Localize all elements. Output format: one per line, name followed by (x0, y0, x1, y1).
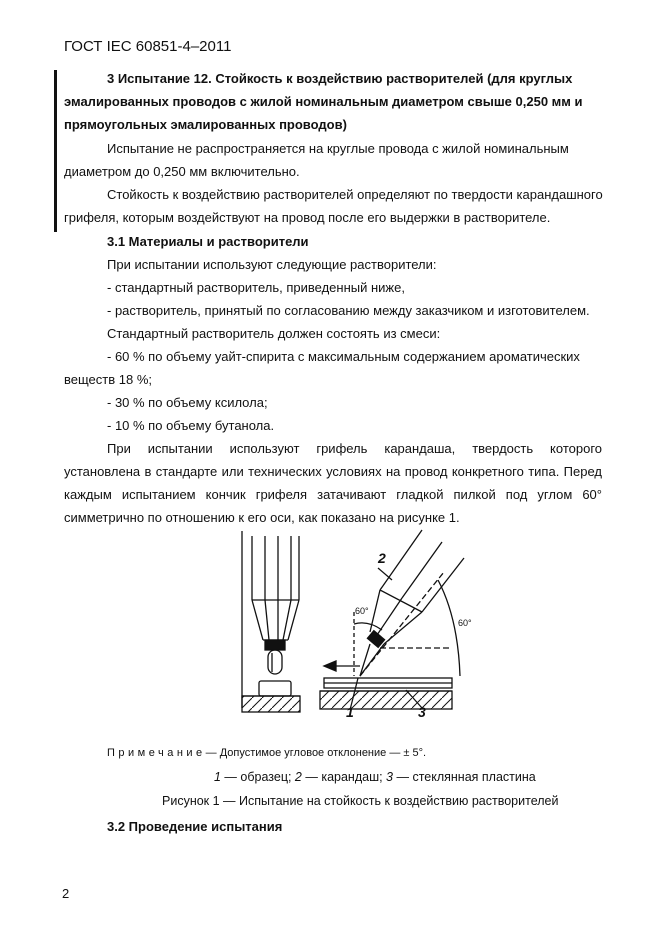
section3-p2-line1: Стойкость к воздействию растворителей определяют по твердости карандашного (107, 187, 603, 202)
figure-note (107, 747, 426, 759)
figure-solvent-resistance-diagram (232, 528, 482, 743)
figure-caption: Рисунок 1 — Испытание на стойкость к воздействию растворителей (162, 794, 559, 808)
callout-1-sample: 1 (346, 704, 354, 720)
section31-title: 3.1 Материалы и растворители (107, 234, 309, 249)
revision-bar (54, 70, 57, 232)
pencil-para-line1: При испытании используют грифель карандаша, твердость которого (107, 441, 602, 456)
callout-3-glass: 3 (418, 704, 426, 720)
angle-label-right: 60° (458, 618, 472, 628)
section3-title-line3: прямоугольных эмалированных проводов) (64, 117, 347, 132)
legend-num-2: 2 (294, 770, 302, 784)
section3-title-line2: эмалированных проводов с жилой номинальным диаметром свыше 0,250 мм и (64, 94, 583, 109)
page-number: 2 (62, 886, 70, 901)
angle-label-left: 60° (355, 606, 369, 616)
callout-2-pencil: 2 (378, 550, 386, 566)
pencil-para-line4: симметрично по отношению к его оси, как показано на рисунке 1. (64, 510, 460, 525)
mixture-item-whitespirit: - 60 % по объему уайт-спирита с максимальным содержанием ароматических (107, 349, 580, 364)
section3-p2-line2: грифеля, которым воздействуют на провод после его выдержки в растворителе. (64, 210, 551, 225)
section3-title-line1: 3 Испытание 12. Стойкость к воздействию растворителей (для круглых (107, 71, 573, 86)
mixture-item-xylene: - 30 % по объему ксилола; (107, 395, 268, 410)
legend-num-3: 3 (386, 770, 393, 784)
mixture-item-butanol: - 10 % по объему бутанола. (107, 418, 275, 433)
solvents-intro: При испытании используют следующие растворители: (107, 257, 437, 272)
legend-num-1: 1 (214, 770, 221, 784)
legend-text-3: — стеклянная пластина (393, 770, 536, 784)
side-view-left (242, 531, 300, 712)
mixture-item-whitespirit-cont: веществ 18 %; (64, 372, 152, 387)
section32-title: 3.2 Проведение испытания (107, 819, 283, 834)
front-view-right (320, 530, 464, 710)
solvent-item-standard: - стандартный растворитель, приведенный ниже, (107, 280, 405, 295)
legend-text-2: — карандаш; (301, 770, 387, 784)
figure-legend (214, 770, 536, 784)
legend-text-1: — образец; (220, 770, 295, 784)
solvent-item-agreed: - растворитель, принятый по согласованию между заказчиком и изготовителем. (107, 303, 590, 318)
document-header: ГОСТ IEC 60851-4–2011 (64, 38, 232, 55)
pencil-para-line3: каждым испытанием кончик грифеля затачивают гладкой пилкой под углом 60° (64, 487, 602, 502)
section3-p1-line1: Испытание не распространяется на круглые провода с жилой номинальным (107, 141, 569, 156)
section3-p1-line2: диаметром до 0,250 мм включительно. (64, 164, 300, 179)
note-text: — Допустимое угловое отклонение — ± 5°. (205, 747, 427, 759)
note-label: Примечание (107, 747, 206, 759)
pencil-para-line2: установлена в стандарте или технических условиях на провод конкретного типа. Перед (64, 464, 602, 479)
mixture-intro: Стандартный растворитель должен состоять из смеси: (107, 326, 441, 341)
